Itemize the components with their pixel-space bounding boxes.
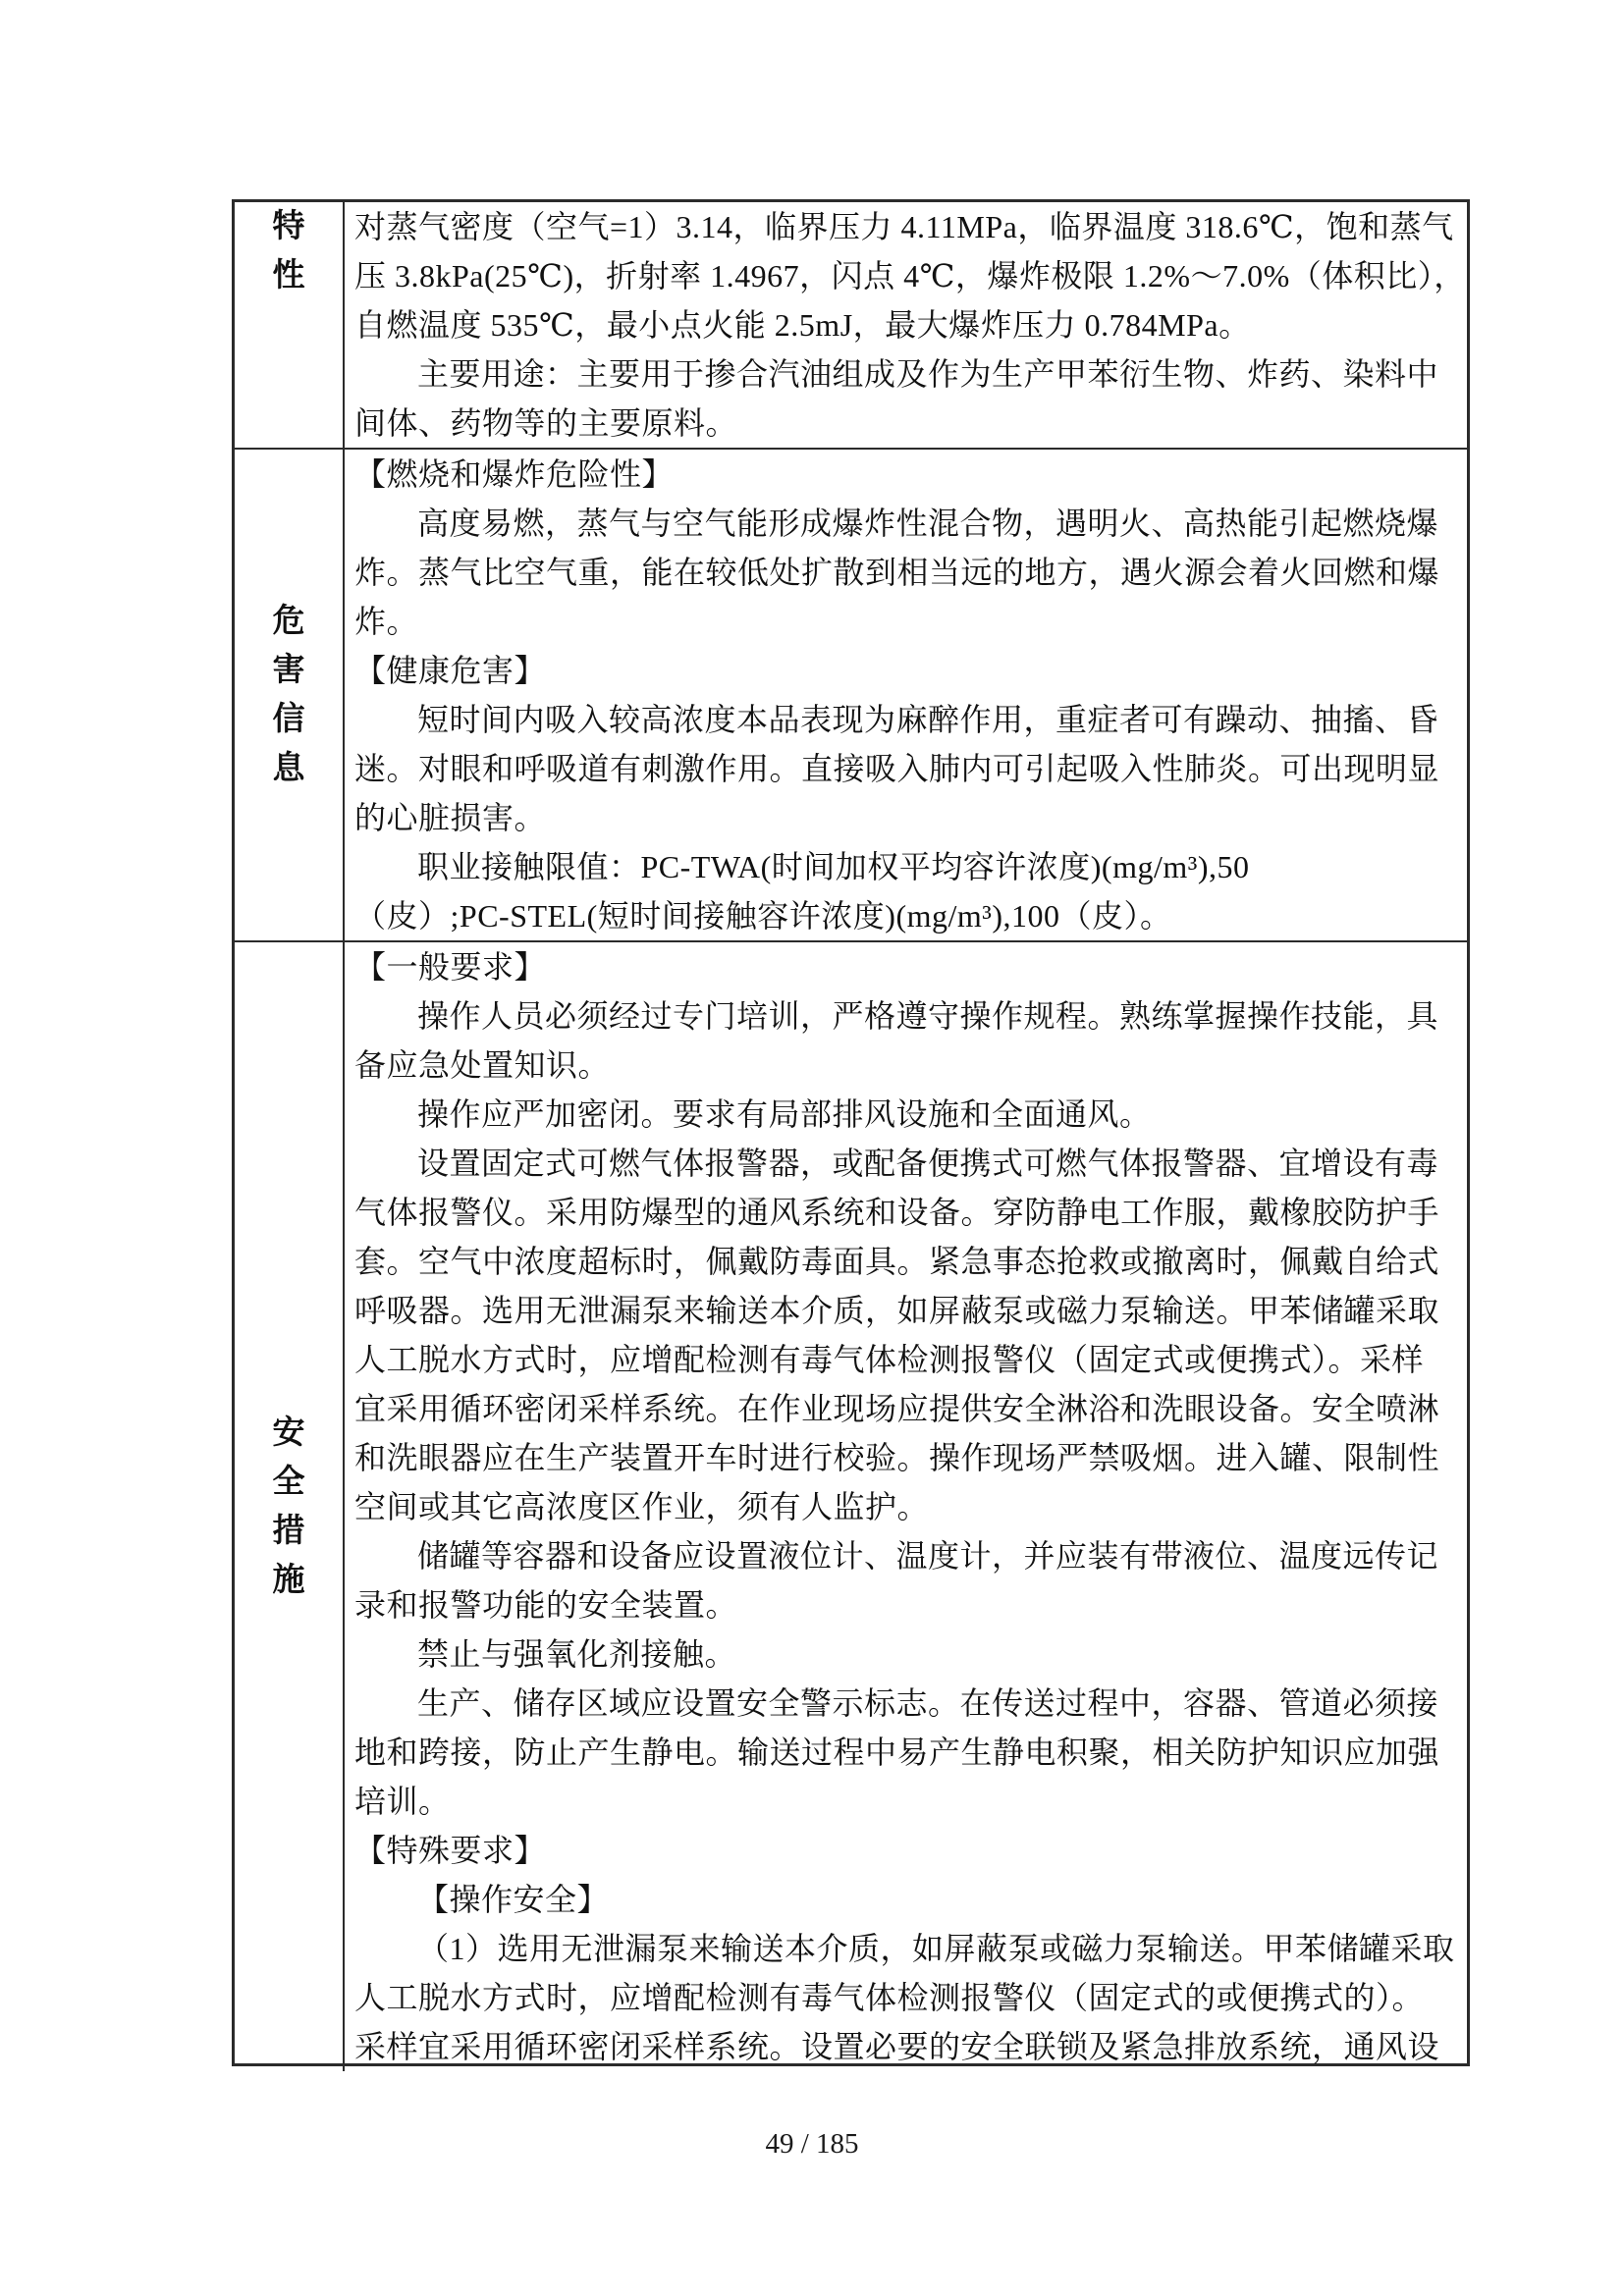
- row-label-char: 信: [272, 702, 305, 737]
- text-line: 压 3.8kPa(25℃)，折射率 1.4967，闪点 4℃，爆炸极限 1.2%～7.0%（体积比），: [354, 258, 1466, 294]
- row-label-char: 特: [272, 209, 305, 244]
- text-line: 培训。: [354, 1784, 451, 1819]
- text-line: 采样宜采用循环密闭采样系统。设置必要的安全联锁及紧急排放系统，通风设: [354, 2029, 1440, 2064]
- text-line: 气体报警仪。采用防爆型的通风系统和设备。穿防静电工作服，戴橡胶防护手: [354, 1195, 1440, 1230]
- row-content-characteristics: [345, 202, 1467, 448]
- row-label-char: 全: [272, 1465, 305, 1500]
- row-label-char: 息: [272, 751, 305, 786]
- row-label-char: 施: [272, 1563, 305, 1598]
- row-content-hazard-information: [345, 450, 1467, 940]
- text-line: 地和跨接，防止产生静电。输送过程中易产生静电积聚，相关防护知识应加强: [354, 1735, 1440, 1770]
- row-label-char: 害: [272, 653, 305, 688]
- text-line: 禁止与强氧化剂接触。: [417, 1636, 737, 1672]
- text-line: 的心脏损害。: [354, 800, 547, 835]
- text-line: 操作人员必须经过专门培训，严格遵守操作规程。熟练掌握操作技能，具: [417, 998, 1439, 1034]
- text-line: 录和报警功能的安全装置。: [354, 1587, 738, 1623]
- text-line: 【燃烧和爆炸危险性】: [354, 456, 675, 492]
- text-line: 设置固定式可燃气体报警器，或配备便携式可燃气体报警器、宜增设有毒: [417, 1146, 1439, 1181]
- text-line: 间体、药物等的主要原料。: [354, 405, 738, 441]
- text-line: 人工脱水方式时，应增配检测有毒气体检测报警仪（固定式的或便携式的）。: [354, 1980, 1425, 2015]
- row-label-char: 性: [272, 258, 305, 294]
- chemical-safety-table: [232, 199, 1470, 2066]
- row-label-char: 危: [272, 604, 305, 639]
- page-number: 49 / 185: [765, 2128, 859, 2160]
- text-line: 自燃温度 535℃，最小点火能 2.5mJ，最大爆炸压力 0.784MPa。: [354, 307, 1251, 343]
- text-line: 高度易燃，蒸气与空气能形成爆炸性混合物，遇明火、高热能引起燃烧爆: [417, 506, 1439, 541]
- text-line: 对蒸气密度（空气=1）3.14，临界压力 4.11MPa，临界温度 318.6℃，饱和蒸气: [354, 209, 1454, 244]
- row-label-safety-measures: [235, 942, 345, 2071]
- text-line: 短时间内吸入较高浓度本品表现为麻醉作用，重症者可有躁动、抽搐、昏: [417, 702, 1439, 737]
- row-label-char: 措: [272, 1514, 305, 1549]
- text-line: 【健康危害】: [354, 653, 547, 688]
- row-label-characteristics: [235, 202, 345, 448]
- text-line: 呼吸器。选用无泄漏泵来输送本介质，如屏蔽泵或磁力泵输送。甲苯储罐采取: [354, 1293, 1440, 1328]
- text-line: 备应急处置知识。: [354, 1047, 611, 1083]
- table-row-hazard-information: [235, 448, 1467, 940]
- row-label-char: 安: [272, 1415, 305, 1451]
- text-line: 套。空气中浓度超标时，佩戴防毒面具。紧急事态抢救或撤离时，佩戴自给式: [354, 1244, 1440, 1279]
- text-line: 职业接触限值：PC-TWA(时间加权平均容许浓度)(mg/m³),50: [417, 849, 1250, 884]
- row-label-hazard-information: [235, 450, 345, 940]
- text-line: 主要用途：主要用于掺合汽油组成及作为生产甲苯衍生物、炸药、染料中: [417, 356, 1439, 392]
- text-line: （1）选用无泄漏泵来输送本介质，如屏蔽泵或磁力泵输送。甲苯储罐采取: [417, 1931, 1455, 1966]
- text-line: 人工脱水方式时，应增配检测有毒气体检测报警仪（固定式或便携式）。采样: [354, 1342, 1425, 1377]
- text-line: 操作应严加密闭。要求有局部排风设施和全面通风。: [417, 1096, 1152, 1132]
- text-line: 储罐等容器和设备应设置液位计、温度计，并应装有带液位、温度远传记: [417, 1538, 1439, 1574]
- text-line: 【一般要求】: [354, 949, 547, 985]
- text-line: 【操作安全】: [417, 1882, 610, 1917]
- text-line: 生产、储存区域应设置安全警示标志。在传送过程中，容器、管道必须接: [417, 1685, 1439, 1721]
- text-line: 空间或其它高浓度区作业，须有人监护。: [354, 1489, 930, 1524]
- text-line: 炸。: [354, 604, 419, 639]
- text-line: 宜采用循环密闭采样系统。在作业现场应提供安全淋浴和洗眼设备。安全喷淋: [354, 1391, 1440, 1426]
- text-line: （皮）;PC-STEL(短时间接触容许浓度)(mg/m³),100（皮）。: [354, 898, 1172, 934]
- row-content-safety-measures: [345, 942, 1467, 2071]
- text-line: 【特殊要求】: [354, 1833, 547, 1868]
- text-line: 迷。对眼和呼吸道有刺激作用。直接吸入肺内可引起吸入性肺炎。可出现明显: [354, 751, 1440, 786]
- table-row-characteristics: [235, 202, 1467, 448]
- table-row-safety-measures: [235, 940, 1467, 2071]
- text-line: 和洗眼器应在生产装置开车时进行校验。操作现场严禁吸烟。进入罐、限制性: [354, 1440, 1440, 1475]
- text-line: 炸。蒸气比空气重，能在较低处扩散到相当远的地方，遇火源会着火回燃和爆: [354, 555, 1440, 590]
